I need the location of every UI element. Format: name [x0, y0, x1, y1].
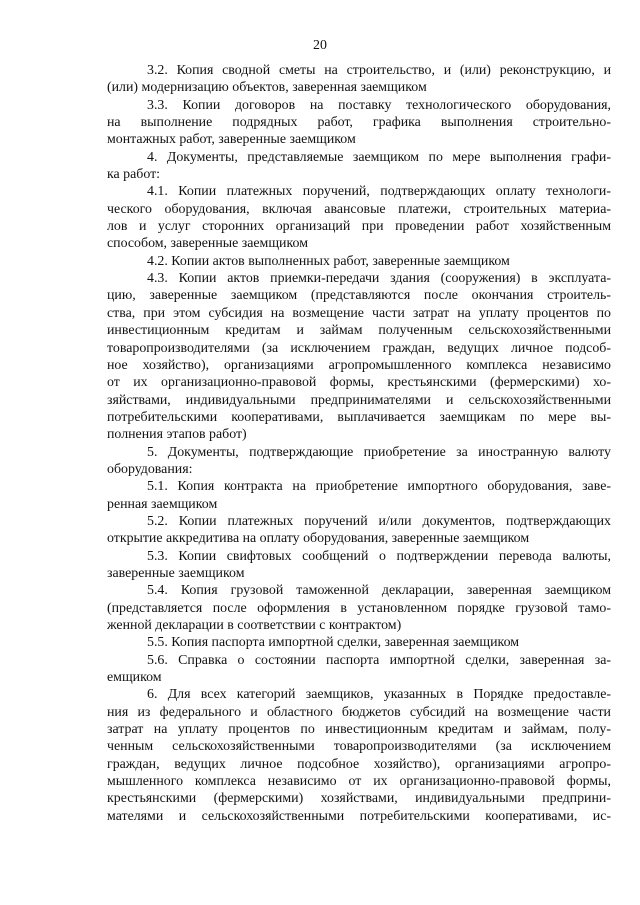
paragraph: [107, 444, 611, 479]
text-line: потребительскими кооперативами, выплачивается заемщикам по мере вы-: [107, 409, 611, 425]
document-body: [107, 62, 611, 825]
text-line: цию, заверенные заемщиком (представляются после окончания строитель-: [107, 288, 611, 304]
text-line: 4.3. Копии актов приемки-передачи здания (сооружения) в эксплуата-: [147, 271, 611, 287]
text-line: 3.3. Копии договоров на поставку технологического оборудования,: [147, 97, 611, 113]
paragraph: [107, 634, 611, 651]
text-line: граждан, ведущих личное подсобное хозяйство), организациями агропро-: [107, 756, 611, 772]
text-line: 5.2. Копии платежных поручений и/или документов, подтверждающих: [147, 513, 611, 529]
text-line: 4.1. Копии платежных поручений, подтверждающих оплату технологи-: [147, 184, 611, 200]
paragraph: [107, 62, 611, 97]
text-line: полнения этапов работ): [107, 427, 247, 443]
paragraph: [107, 270, 611, 443]
text-line: ческого оборудования, включая авансовые платежи, строительных материа-: [107, 201, 611, 217]
text-line: заверенные заемщиком: [107, 565, 245, 581]
paragraph: [107, 478, 611, 513]
text-line: 5.4. Копия грузовой таможенной декларации, заверенная заемщиком: [147, 583, 611, 599]
text-line: ства, при этом субсидия на возмещение части затрат на уплату процентов по: [107, 305, 611, 321]
text-line: инвестиционным кредитам и займам полученным сельскохозяйственными: [107, 323, 611, 339]
text-line: 5.1. Копия контракта на приобретение импортного оборудования, заве-: [147, 479, 611, 495]
text-line: зяйствами, индивидуальными предпринимателями и сельскохозяйственными: [107, 392, 611, 408]
text-line: товаропроизводителями (за исключением граждан, ведущих личное подсоб-: [107, 340, 611, 356]
paragraph: [107, 253, 611, 270]
text-line: ченным сельскохозяйственными товаропроизводителями (за исключением: [107, 739, 611, 755]
text-line: 5.3. Копии свифтовых сообщений о подтверждении перевода валюты,: [147, 548, 611, 564]
text-line: 5. Документы, подтверждающие приобретение за иностранную валюту: [147, 444, 611, 460]
text-line: ния из федерального и областного бюджетов субсидий на возмещение части: [107, 704, 611, 720]
paragraph: [107, 652, 611, 687]
text-line: мышленного комплекса независимо от их организационно-правовой формы,: [107, 774, 611, 790]
paragraph: [107, 513, 611, 548]
text-line: ренная заемщиком: [107, 496, 218, 512]
text-line: 5.5. Копия паспорта импортной сделки, заверенная заемщиком: [147, 635, 520, 651]
text-line: оборудования:: [107, 461, 193, 477]
text-line: способом, заверенные заемщиком: [107, 236, 308, 252]
paragraph: [107, 149, 611, 184]
paragraph: [107, 548, 611, 583]
text-line: 3.2. Копия сводной сметы на строительство, и (или) реконструкцию, и: [147, 63, 611, 78]
text-line: (или) модернизацию объектов, заверенная заемщиком: [107, 80, 427, 96]
page-number: 20: [313, 38, 327, 53]
paragraph: [107, 686, 611, 825]
text-line: (представляется после оформления в установленном порядке грузовой тамо-: [107, 600, 611, 616]
text-line: на выполнение подрядных работ, графика выполнения строительно-: [107, 115, 611, 131]
text-line: женной декларации в соответствии с контрактом): [107, 618, 402, 633]
text-line: ка работ:: [107, 167, 161, 183]
text-line: емщиком: [107, 670, 162, 686]
text-line: ное хозяйство), организациями агропромышленного комплекса независимо: [107, 357, 611, 373]
text-line: открытие аккредитива на оплату оборудования, заверенные заемщиком: [107, 531, 530, 547]
text-line: от их организационно-правовой формы, крестьянскими (фермерскими) хо-: [107, 375, 611, 391]
text-line: мателями и сельскохозяйственными потребительскими кооперативами, ис-: [107, 808, 611, 824]
paragraph: [107, 582, 611, 634]
text-line: монтажных работ, заверенные заемщиком: [107, 132, 356, 148]
text-line: 4. Документы, представляемые заемщиком по мере выполнения графи-: [147, 149, 611, 165]
paragraph: [107, 183, 611, 252]
text-line: 4.2. Копии актов выполненных работ, заверенные заемщиком: [147, 253, 510, 269]
text-line: крестьянскими (фермерскими) хозяйствами, индивидуальными предприни-: [107, 791, 611, 807]
paragraph: [107, 97, 611, 149]
text-line: затрат на уплату процентов по инвестиционным кредитам и займам, полу-: [107, 722, 611, 738]
text-line: лов и услуг сторонних организаций при проведении работ хозяйственным: [107, 219, 611, 235]
text-line: 5.6. Справка о состоянии паспорта импортной сделки, заверенная за-: [147, 652, 611, 668]
text-line: 6. Для всех категорий заемщиков, указанных в Порядке предоставле-: [147, 687, 611, 703]
